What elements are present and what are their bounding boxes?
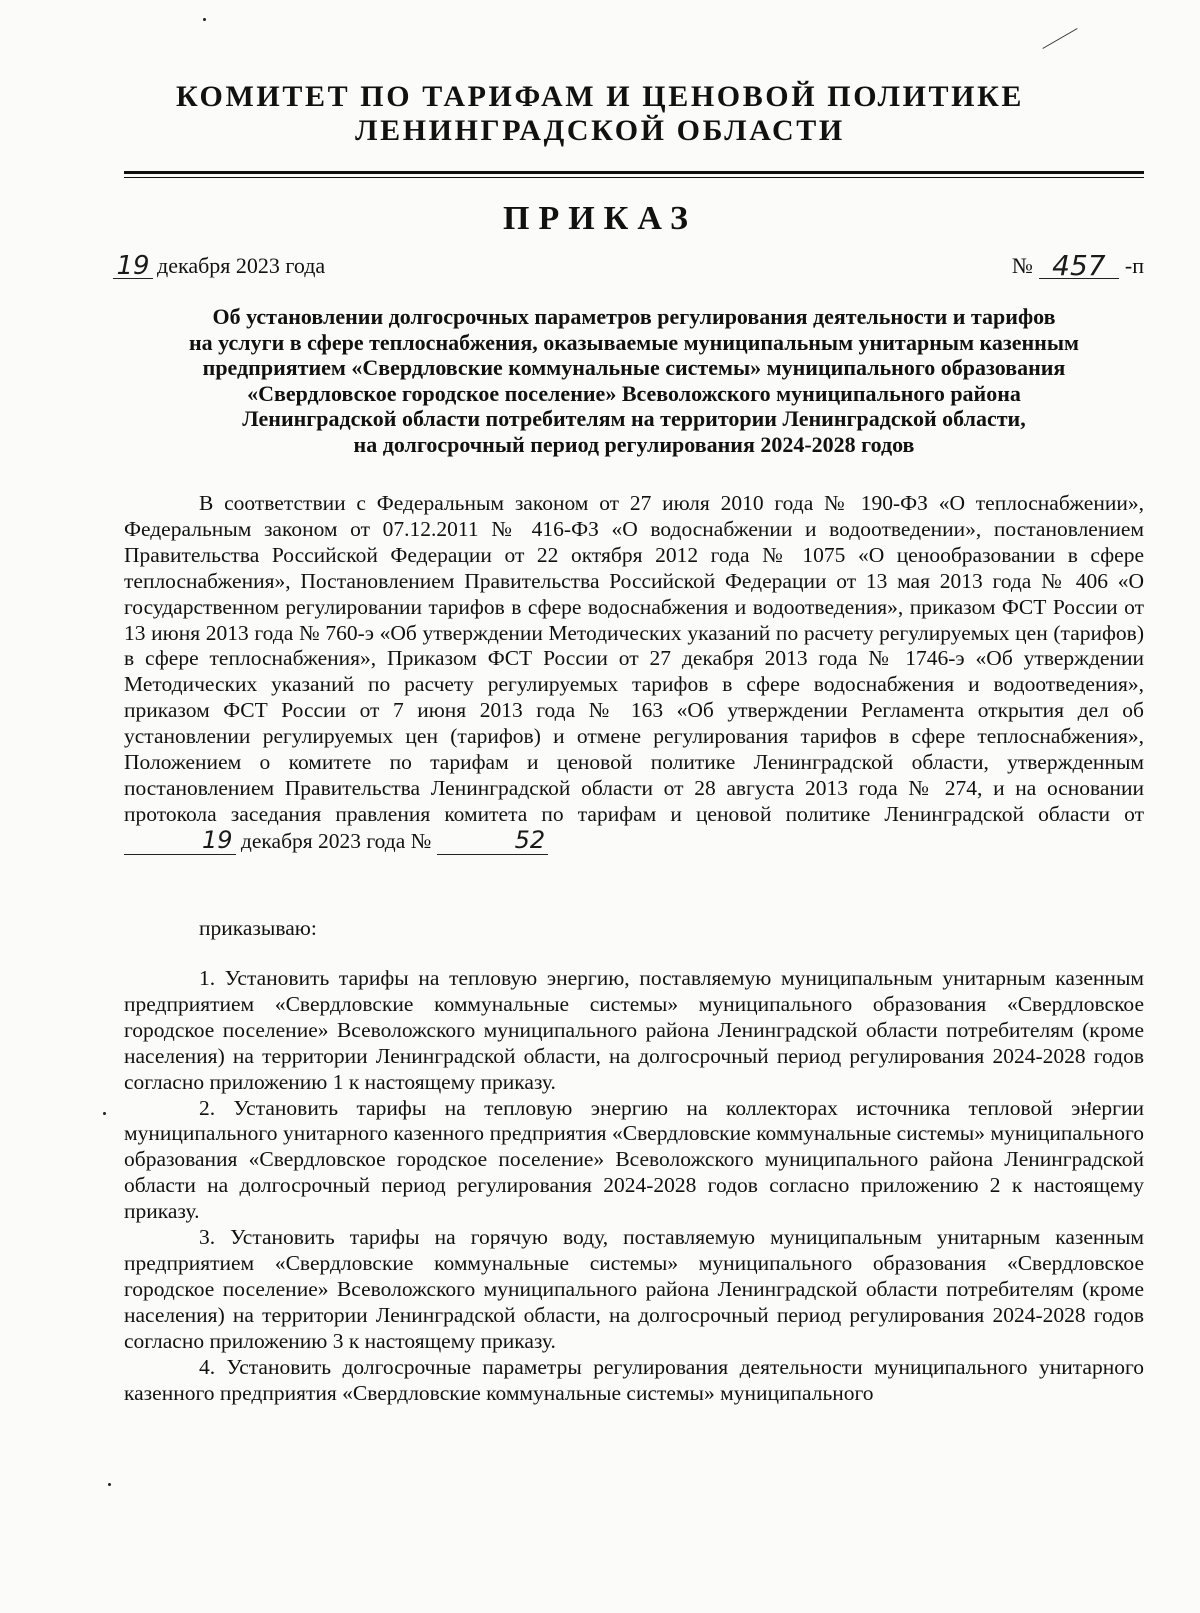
header-divider-thin: [124, 177, 1144, 178]
preamble-paragraph: [124, 491, 1144, 855]
issuing-authority: [0, 80, 1200, 148]
subject-line: на услуги в сфере теплоснабжения, оказываемые муниципальным унитарным казенным: [188, 329, 1080, 355]
preamble-text: В соответствии с Федеральным законом от 27 июля 2010 года № 190-ФЗ «О теплоснабжении», Федеральным законом от 07.12.2011 № 416-ФЗ «О водоснабжении и водоотведении», постановлением Правительства Российской Федерации от 22 октября 2012 года № 1075 «О ценообразовании в сфере теплоснабжения», Постановлением Правительства Российской Федерации от 13 мая 2013 года № 406 «О государственном регулировании тарифов в сфере водоснабжения и водоотведения», приказом ФСТ России от 13 июня 2013 года № 760-э «Об утверждении Методических указаний по расчету регулируемых цен (тарифов) в сфере теплоснабжения», Приказом ФСТ России от 27 декабря 2013 года № 1746-э «Об утверждении Методических указаний по расчету регулируемых тарифов в сфере водоснабжения и водоотведения», приказом ФСТ России от 7 июня 2013 года № 163 «Об утверждении Регламента открытия дел об установлении регулируемых цен (тарифов) и отмене регулирования тарифов в сфере теплоснабжения», Положением о комитете по тарифам и ценовой политике Ленинградской области, утвержденным постановлением Правительства Ленинградской области от 28 августа 2013 года № 274, и на основании протокола заседания правления комитета по тарифам и ценовой политике Ленинградской области от: [124, 491, 1144, 826]
order-item: 4. Установить долгосрочные параметры регулирования деятельности муниципального унитарного казенного предприятия «Свердловские коммунальные системы» муниципального: [124, 1354, 1144, 1405]
handwritten-protocol-day: 19: [124, 828, 236, 855]
order-item: 1. Установить тарифы на тепловую энергию, поставляемую муниципальным унитарным казенным предприятием «Свердловские коммунальные системы» муниципального образования «Свердловское городское поселение» Всеволожского муниципального района Ленинградской области потребителям (кроме населения) на территории Ленинградской области, на долгосрочный период регулирования 2024-2028 годов согласно приложению 1 к настоящему приказу.: [124, 966, 1144, 1094]
handwritten-day: 19: [113, 254, 153, 279]
number-suffix: -п: [1124, 253, 1144, 278]
subject-line: предприятием «Свердловские коммунальные системы» муниципального образования: [202, 355, 1066, 380]
scan-speck: [203, 18, 206, 21]
scan-speck: [103, 1112, 106, 1115]
scan-mark: [1042, 28, 1077, 49]
subject-line: Ленинградской области потребителям на территории Ленинградской области,: [242, 406, 1026, 431]
subject-line: Об установлении долгосрочных параметров регулирования деятельности и тарифов: [212, 304, 1056, 329]
date-text: декабря 2023 года: [157, 253, 326, 278]
order-items: [124, 966, 1144, 1406]
authority-line-2: ЛЕНИНГРАДСКОЙ ОБЛАСТИ: [355, 114, 845, 147]
handwritten-protocol-number: 52: [437, 828, 549, 855]
order-subject: [124, 304, 1144, 457]
order-item: 2. Установить тарифы на тепловую энергию на коллекторах источника тепловой энергии муниципального унитарного казенного предприятия «Свердловские коммунальные системы» муниципального образования «Свердловское городское поселение» Всеволожского муниципального района Ленинградской области на долгосрочный период регулирования 2024-2028 годов согласно приложению 2 к настоящему приказу.: [124, 1095, 1144, 1224]
handwritten-number: 457: [1039, 254, 1119, 279]
subject-line: на долгосрочный период регулирования 2024-2028 годов: [353, 431, 915, 457]
authority-line-1: КОМИТЕТ ПО ТАРИФАМ И ЦЕНОВОЙ ПОЛИТИКЕ: [175, 80, 1025, 113]
preamble-date-text: декабря 2023 года №: [240, 828, 432, 853]
number-sign: №: [1011, 253, 1033, 278]
order-operative-word: приказываю:: [199, 916, 317, 940]
preamble: [124, 491, 1144, 855]
header-divider: [124, 171, 1144, 174]
subject-line: «Свердловское городское поселение» Всеволожского муниципального района: [247, 380, 1021, 406]
order-item: 3. Установить тарифы на горячую воду, поставляемую муниципальным унитарным казенным предприятием «Свердловские коммунальные системы» муниципального образования «Свердловское городское поселение» Всеволожского муниципального района Ленинградской области потребителям (кроме населения) на территории Ленинградской области, на долгосрочный период регулирования 2024-2028 годов согласно приложению 3 к настоящему приказу.: [124, 1225, 1144, 1353]
document-title: ПРИКАЗ: [503, 200, 697, 237]
order-date: [113, 253, 325, 279]
scan-speck: [108, 1483, 111, 1486]
order-number: [1011, 249, 1144, 282]
